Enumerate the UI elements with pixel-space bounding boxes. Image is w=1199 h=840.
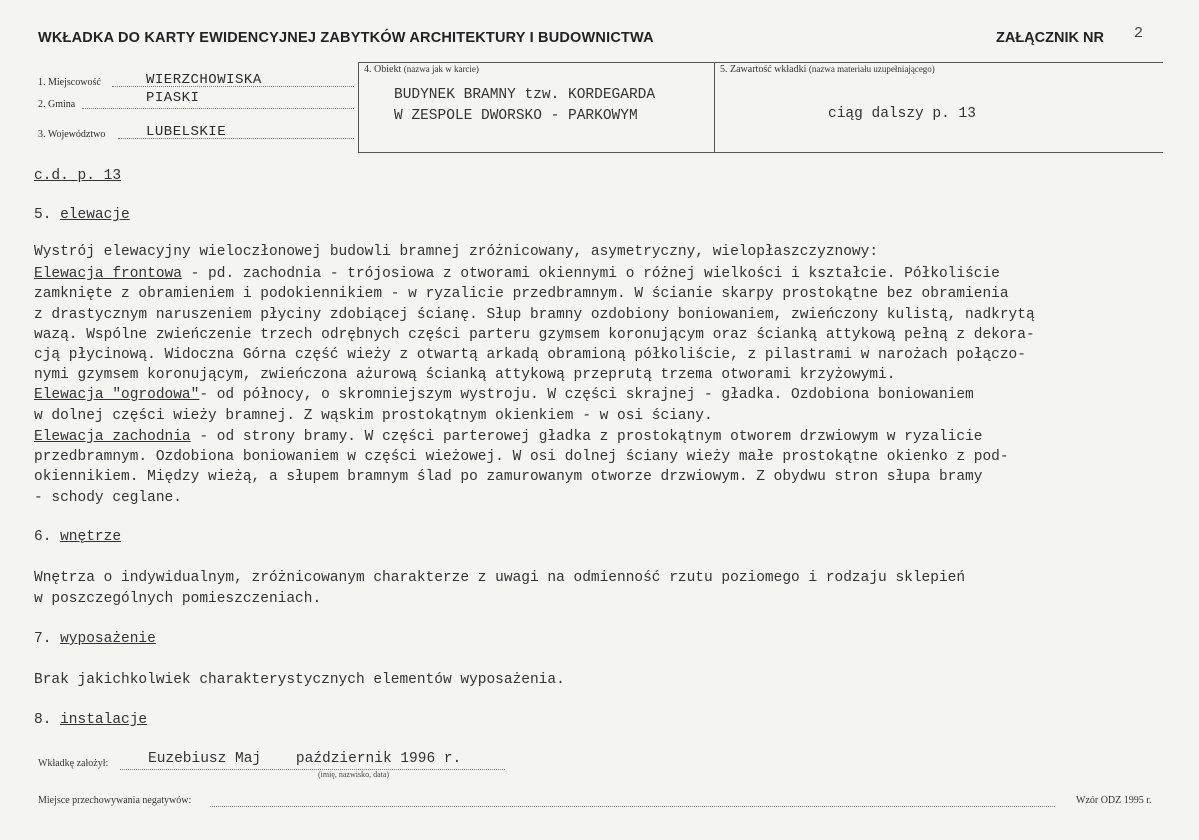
section-5-title: elewacje [60,207,130,223]
section-5-heading [34,207,130,223]
section-8-title: instalacje [60,712,148,728]
negatives-location-dotline [210,806,1055,807]
interior-line-2: w poszczególnych pomieszczeniach. [34,591,322,607]
commune-field [38,90,354,112]
front-elevation-label: Elewacja frontowa [34,266,182,282]
west-elevation-line-4: - schody ceglane. [34,490,182,506]
compiled-by-dotline [120,769,505,770]
insert-content-label-note: (nazwa materiału uzupełniającego) [808,64,935,74]
continuation-ref: c.d. p. 13 [34,168,122,184]
west-elevation-text-1: - od strony bramy. W części parterowej gładka z prostokątnym otworem drzwiowym w ryzalicie [190,429,983,445]
object-name-line1: BUDYNEK BRAMNY tzw. KORDEGARDA [394,87,656,103]
insert-content-label [720,64,935,75]
section-6-title: wnętrze [60,529,122,545]
compiled-by-label: Wkładkę założył: [38,758,109,769]
commune-value: PIASKI [146,90,200,106]
west-elevation-line-2: przedbramnym. Ozdobiona boniowaniem w części wieżowej. W osi dolnej ściany wieży małe prostokątne okienko z pod- [34,449,1009,465]
object-label-note: (nazwa jak w karcie) [403,64,479,74]
insert-content-label-num: 5. Zawartość wkładki [720,64,807,75]
voivodeship-value: LUBELSKIE [146,124,227,140]
header-box-bottom-rule [358,152,1163,153]
section-7-title: wyposażenie [60,631,156,647]
front-elevation-line-4: wazą. Wspólne zwieńczenie trzech odrębnych części parteru gzymsem koronującym oraz ścianką attykową pełną z dekora- [34,327,1035,343]
front-elevation-line-2: zamknięte z obramieniem i podokiennikiem - w ryzalicie przedbramnym. W ścianie skarpy prostokątne bez obramienia [34,286,1009,302]
negatives-location-label: Miejsce przechowywania negatywów: [38,795,192,806]
garden-elevation-line-2: w dolnej części wieży bramnej. Z wąskim prostokątnym okienkiem - w osi ściany. [34,408,713,424]
object-label-num: 4. Obiekt [364,64,402,75]
front-elevation-line-3: z drastycznym naruszeniem płyciny zdobiącej ścianę. Słup bramny ozdobiony boniowaniem, zwieńczony kulistą, nadkrytą [34,307,1035,323]
voivodeship-label: 3. Województwo [38,129,106,140]
locality-field [38,72,354,90]
elevations-intro: Wystrój elewacyjny wieloczłonowej budowli bramnej zróżnicowany, asymetryczny, wielopłaszczyznowy: [34,244,879,260]
header-box-top-rule [358,62,1163,63]
form-reference: Wzór ODZ 1995 r. [1076,795,1152,806]
front-elevation-line-1 [34,266,1000,282]
header-box-divider-2 [714,62,715,152]
compiled-by-value: Euzebiusz Maj październik 1996 r. [148,751,462,767]
header-box-divider-1 [358,62,359,152]
section-5-number: 5. [34,207,61,223]
garden-elevation-text-1: - od północy, o skromniejszym wystroju. W części skrajnej - gładka. Ozdobiona boniowaniem [199,387,974,403]
commune-label: 2. Gmina [38,99,76,110]
interior-line-1: Wnętrza o indywidualnym, zróżnicowanym charakterze z uwagi na odmienność rzutu poziomego i rodzaju sklepień [34,570,966,586]
section-7-number: 7. [34,631,61,647]
section-7-heading [34,631,156,647]
annex-number: 2 [1134,25,1144,42]
equipment-text: Brak jakichkolwiek charakterystycznych elementów wyposażenia. [34,672,565,688]
front-elevation-line-6: nymi gzymsem koronującym, zwieńczona ażurową ścianką attykową przeprutą trzema otworami krzyżowymi. [34,367,896,383]
compiled-by-note: (imię, nazwisko, data) [318,770,390,779]
section-8-heading [34,712,147,728]
front-elevation-line-5: cją płycinową. Widoczna Górna część wieży z otwartą arkadą obramioną półkoliście, z pilastrami w narożach połączo- [34,347,1026,363]
garden-elevation-line-1 [34,387,974,403]
form-title: WKŁADKA DO KARTY EWIDENCYJNEJ ZABYTKÓW ARCHITEKTURY I BUDOWNICTWA [38,30,654,46]
locality-label: 1. Miejscowość [38,77,101,88]
west-elevation-label: Elewacja zachodnia [34,429,191,445]
section-8-number: 8. [34,712,61,728]
voivodeship-field [38,124,354,142]
object-label [364,64,479,75]
west-elevation-line-3: okiennikiem. Między wieżą, a słupem bramnym ślad po zamurowanym otworze drzwiowym. Z obydwu stron słupa bramy [34,469,983,485]
commune-dotline [82,108,354,109]
section-6-number: 6. [34,529,61,545]
west-elevation-line-1 [34,429,982,445]
locality-value: WIERZCHOWISKA [146,72,262,88]
insert-content-value: ciąg dalszy p. 13 [828,106,976,122]
garden-elevation-label: Elewacja "ogrodowa" [34,387,200,403]
object-name-line2: W ZESPOLE DWORSKO - PARKOWYM [394,108,638,124]
section-6-heading [34,529,121,545]
front-elevation-text-1: - pd. zachodnia - trójosiowa z otworami okiennymi o różnej wielkości i kształcie. Półkoliście [181,266,1000,282]
annex-label: ZAŁĄCZNIK NR [996,30,1104,46]
